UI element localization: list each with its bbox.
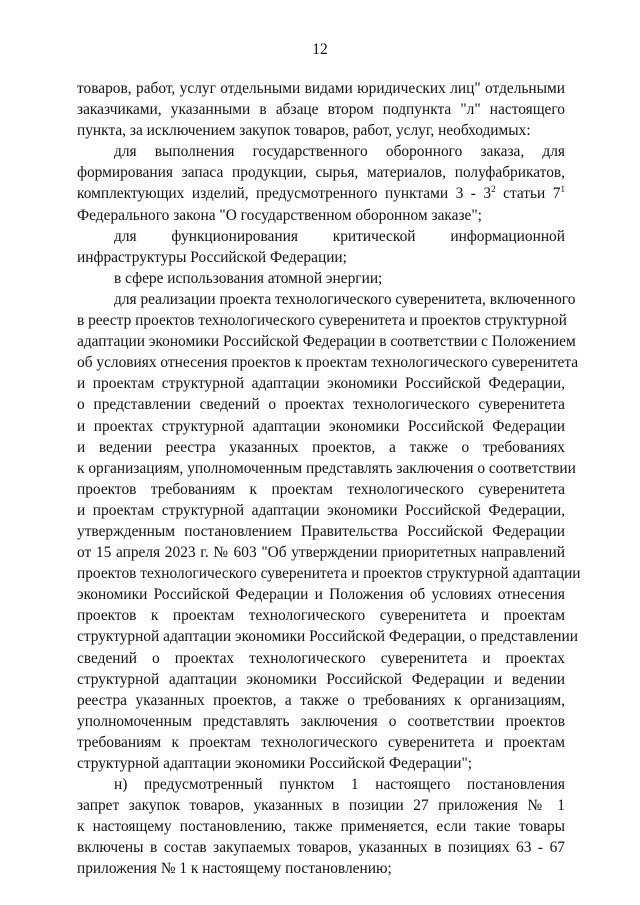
text-line: [77, 162, 565, 183]
text-line: [77, 584, 565, 605]
superscript: 1: [560, 184, 565, 195]
text-line: [77, 183, 565, 204]
text-line-content: экономики Российской Федерации и Положения об условиях отнесения: [77, 586, 565, 604]
text-line: [77, 521, 565, 542]
text-line-continuation: статьи 7: [495, 185, 561, 203]
text-line-content: к настоящему постановлению, также применяется, если такие товары: [77, 818, 565, 836]
text-line-content: н) предусмотренный пунктом 1 настоящего постановления: [114, 776, 565, 794]
text-line: [77, 78, 565, 99]
text-line-content: для выполнения государственного оборонного заказа, для: [114, 143, 565, 161]
text-line: [77, 331, 576, 352]
text-line-content: адаптации экономики Российской Федерации в соответствии с Положением: [77, 333, 576, 351]
text-line: [77, 120, 565, 141]
text-line: [77, 858, 565, 879]
text-line: [77, 99, 565, 120]
text-line: [77, 310, 565, 331]
text-line: [77, 205, 565, 226]
text-line: [77, 352, 579, 373]
superscript: 2: [491, 184, 496, 195]
text-line: [77, 226, 565, 247]
text-line: [77, 141, 565, 162]
text-line: [77, 458, 576, 479]
text-line-content: Федерального закона "О государственном оборонном заказе";: [77, 206, 482, 224]
text-line-content: и проектах структурной адаптации экономики Российской Федерации: [77, 417, 565, 435]
text-line: [77, 479, 565, 500]
text-line: [77, 732, 565, 753]
text-line-content: структурной адаптации экономики Российской Федерации и ведении: [77, 670, 565, 688]
text-line: [77, 605, 565, 626]
text-line: [77, 626, 579, 647]
text-line-content: товаров, работ, услуг отдельными видами юридических лиц" отдельными: [77, 80, 565, 97]
text-line-content: проектов к проектам технологического суверенитета и проектам: [77, 607, 565, 625]
text-line-content: сведений о проектах технологического суверенитета и проектах: [77, 649, 565, 667]
text-line: [77, 795, 565, 816]
text-line: [77, 437, 565, 458]
text-line: [77, 753, 565, 774]
text-line: [77, 690, 565, 711]
text-line-content: реестра указанных проектов, а также о требованиях к организациям,: [77, 691, 565, 709]
text-line-content: о представлении сведений о проектах технологического суверенитета: [77, 396, 565, 414]
text-line-content: проектов требованиям к проектам технологического суверенитета: [77, 480, 565, 498]
text-line-content: уполномоченным представлять заключения о соответствии проектов: [77, 712, 565, 730]
text-line: [77, 500, 565, 521]
text-line-content: структурной адаптации экономики Российской Федерации";: [77, 755, 473, 772]
text-line: [77, 416, 565, 437]
text-line: [77, 774, 565, 795]
text-line-content: включены в состав закупаемых товаров, указанных в позициях 63 - 67: [77, 839, 565, 857]
document-text-body: [77, 78, 581, 880]
text-line: [77, 373, 565, 394]
text-line: [77, 648, 565, 669]
text-line-content: заказчиками, указанными в абзаце втором подпункта "л" настоящего: [77, 101, 565, 119]
text-line-content: комплектующих изделий, предусмотренного пунктами 3 - 3: [77, 185, 492, 203]
text-line-content: об условиях отнесения проектов к проектам технологического суверенитета: [77, 354, 579, 372]
text-line-content: утвержденным постановлением Правительства Российской Федерации: [77, 522, 565, 540]
text-line: [77, 816, 565, 837]
text-line: [77, 247, 565, 268]
text-line-content: и ведении реестра указанных проектов, а также о требованиях: [77, 438, 565, 456]
text-line-content: от 15 апреля 2023 г. № 603 "Об утверждении приоритетных направлений: [77, 544, 565, 562]
text-line-content: для реализации проекта технологического суверенитета, включенного: [114, 290, 576, 308]
text-line-content: к организациям, уполномоченным представлять заключения о соответствии: [77, 459, 576, 477]
text-line-content: формирования запаса продукции, сырья, материалов, полуфабрикатов,: [77, 164, 565, 182]
text-line-content: требованиям к проектам технологического суверенитета и проектам: [77, 733, 565, 751]
text-line: [77, 669, 565, 690]
text-line-content: структурной адаптации экономики Российской Федерации, о представлении: [77, 628, 579, 646]
text-line: [77, 711, 565, 732]
text-line-content: в реестр проектов технологического суверенитета и проектов структурной: [77, 312, 567, 330]
text-line-content: для функционирования критической информационной: [114, 227, 565, 245]
text-line: [77, 837, 565, 858]
text-line-content: в сфере использования атомной энергии;: [114, 269, 383, 287]
text-line: [77, 563, 581, 584]
text-line-content: запрет закупок товаров, указанных в позиции 27 приложения № 1: [77, 797, 565, 815]
text-line: [77, 289, 576, 310]
text-line: [77, 394, 565, 415]
text-line-content: пункта, за исключением закупок товаров, работ, услуг, необходимых:: [77, 122, 531, 140]
text-line: [77, 542, 565, 563]
text-line-content: и проектам структурной адаптации экономики Российской Федерации,: [77, 375, 565, 393]
text-line-content: проектов технологического суверенитета и проектов структурной адаптации: [77, 565, 581, 583]
page-number: 12: [312, 41, 328, 58]
text-line: [77, 268, 565, 289]
text-line-content: приложения № 1 к настоящему постановлению;: [77, 860, 392, 878]
text-line-content: инфраструктуры Российской Федерации;: [77, 248, 347, 266]
text-line-content: и проектам структурной адаптации экономики Российской Федерации,: [77, 501, 565, 519]
